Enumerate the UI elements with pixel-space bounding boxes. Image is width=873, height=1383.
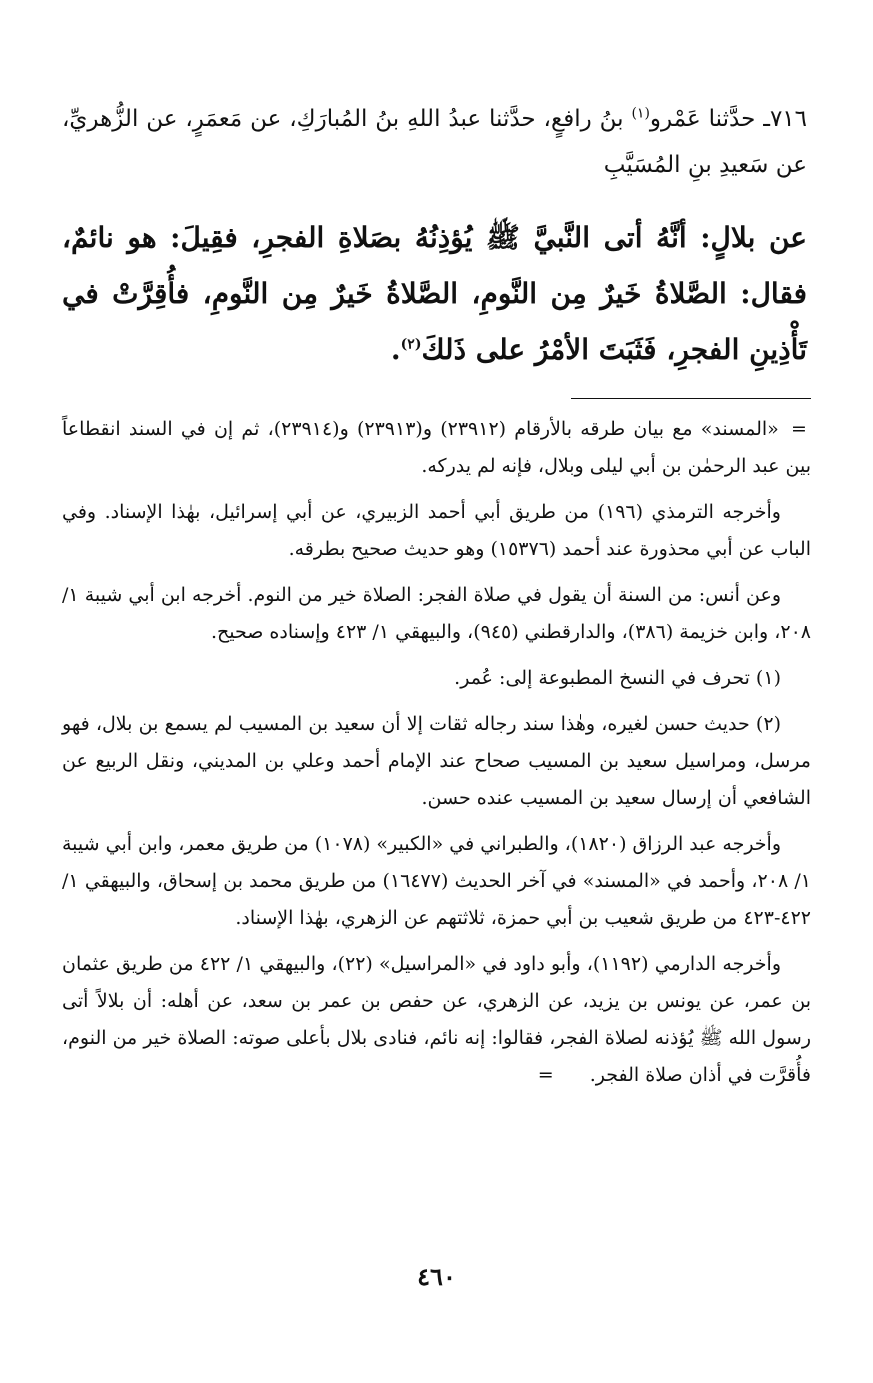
footnotes: [62, 411, 811, 1094]
note-text-1: «المسند» مع بيان طرقه بالأرقام (٢٣٩١٢) و(٢٣٩١٣) و(٢٣٩١٤)، ثم إن في السند انقطاعاً بين عبد الرحمٰن بن أبي ليلى وبلال، فإنه لم يدركه.: [62, 418, 811, 477]
footnote-ref-1[interactable]: (١): [631, 105, 650, 122]
continuation-marker: =: [791, 418, 807, 440]
note-paragraph-5: [62, 946, 811, 1094]
footnote-divider: [571, 398, 811, 399]
footnote-ref-2[interactable]: (٢): [400, 336, 422, 353]
note-continued: [62, 411, 811, 485]
end-continuation-marker: =: [537, 1064, 554, 1086]
hadith-matn: عن بلالٍ: أنَّهُ أتى النَّبيَّ ﷺ يُؤذِنُهُ بصَلاةِ الفجرِ، فقِيلَ: هو نائمٌ، فقال: الصَّلاةُ خَيرٌ مِن النَّومِ، الصَّلاةُ خَيرٌ مِن النَّومِ، فأُقِرَّتْ في تَأْذِينِ الفجرِ، فَثَبَتَ الأمْرُ على ذَلكَ: [62, 221, 807, 366]
page-body: [62, 96, 811, 1383]
note-paragraph-3: وعن أنس: من السنة أن يقول في صلاة الفجر: الصلاة خير من النوم. أخرجه ابن أبي شيبة ١/ ٢٠٨، وابن خزيمة (٣٨٦)، والدارقطني (٩٤٥)، والبيهقي ١/ ٤٢٣ وإسناده صحيح.: [62, 584, 811, 643]
footnote-1: (١) تحرف في النسخ المطبوعة إلى: عُمر.: [454, 667, 781, 689]
hadith-chain: [62, 96, 807, 188]
hadith-matn-end: .: [390, 333, 401, 366]
hadith-number-and-narrator: ٧١٦ـ حدَّثنا عَمْرو: [649, 106, 807, 132]
note-text-5: وأخرجه الدارمي (١١٩٢)، وأبو داود في «المراسيل» (٢٢)، والبيهقي ١/ ٤٢٢ من طريق عثمان بن عمر، عن يونس بن يزيد، عن الزهري، عن حفص بن عمر بن سعد، عن أهله: أن بلالاً أتى رسول الله ﷺ يُؤذنه لصلاة الفجر، فقالوا: إنه نائم، فنادى بلال بأعلى صوته: الصلاة خير من النوم، فأُقرَّت في أذان صلاة الفجر.: [62, 953, 811, 1086]
note-paragraph-4: وأخرجه عبد الرزاق (١٨٢٠)، والطبراني في «الكبير» (١٠٧٨) من طريق معمر، وابن أبي شيبة ١/ ٢٠٨، وأحمد في «المسند» في آخر الحديث (١٦٤٧٧) من طريق محمد بن إسحاق، والبيهقي ١/ ٤٢٢-٤٢٣ من طريق شعيب بن أبي حمزة، ثلاثتهم عن الزهري، بهٰذا الإسناد.: [62, 833, 811, 929]
hadith-chain-rest: بنُ رافعٍ، حدَّثنا عبدُ اللهِ بنُ المُبارَكِ، عن مَعمَرٍ، عن الزُّهريِّ، عن سَعيدِ بنِ المُسَيَّبِ: [62, 106, 807, 178]
footnote-2: (٢) حديث حسن لغيره، وهٰذا سند رجاله ثقات إلا أن سعيد بن المسيب لم يسمع بن بلال، فهو مرسل، ومراسيل سعيد بن المسيب صحاح عند الإمام أحمد وعلي بن المديني، ونقل الربيع عن الشافعي أن إرسال سعيد بن المسيب عنده حسن.: [62, 713, 811, 809]
page-number: ٤٦٠: [417, 1262, 456, 1291]
note-paragraph-2: وأخرجه الترمذي (١٩٦) من طريق أبي أحمد الزبيري، عن أبي إسرائيل، بهٰذا الإسناد. وفي الباب عن أبي محذورة عند أحمد (١٥٣٧٦) وهو حديث صحيح بطرقه.: [62, 501, 811, 560]
hadith-text: [62, 210, 807, 378]
